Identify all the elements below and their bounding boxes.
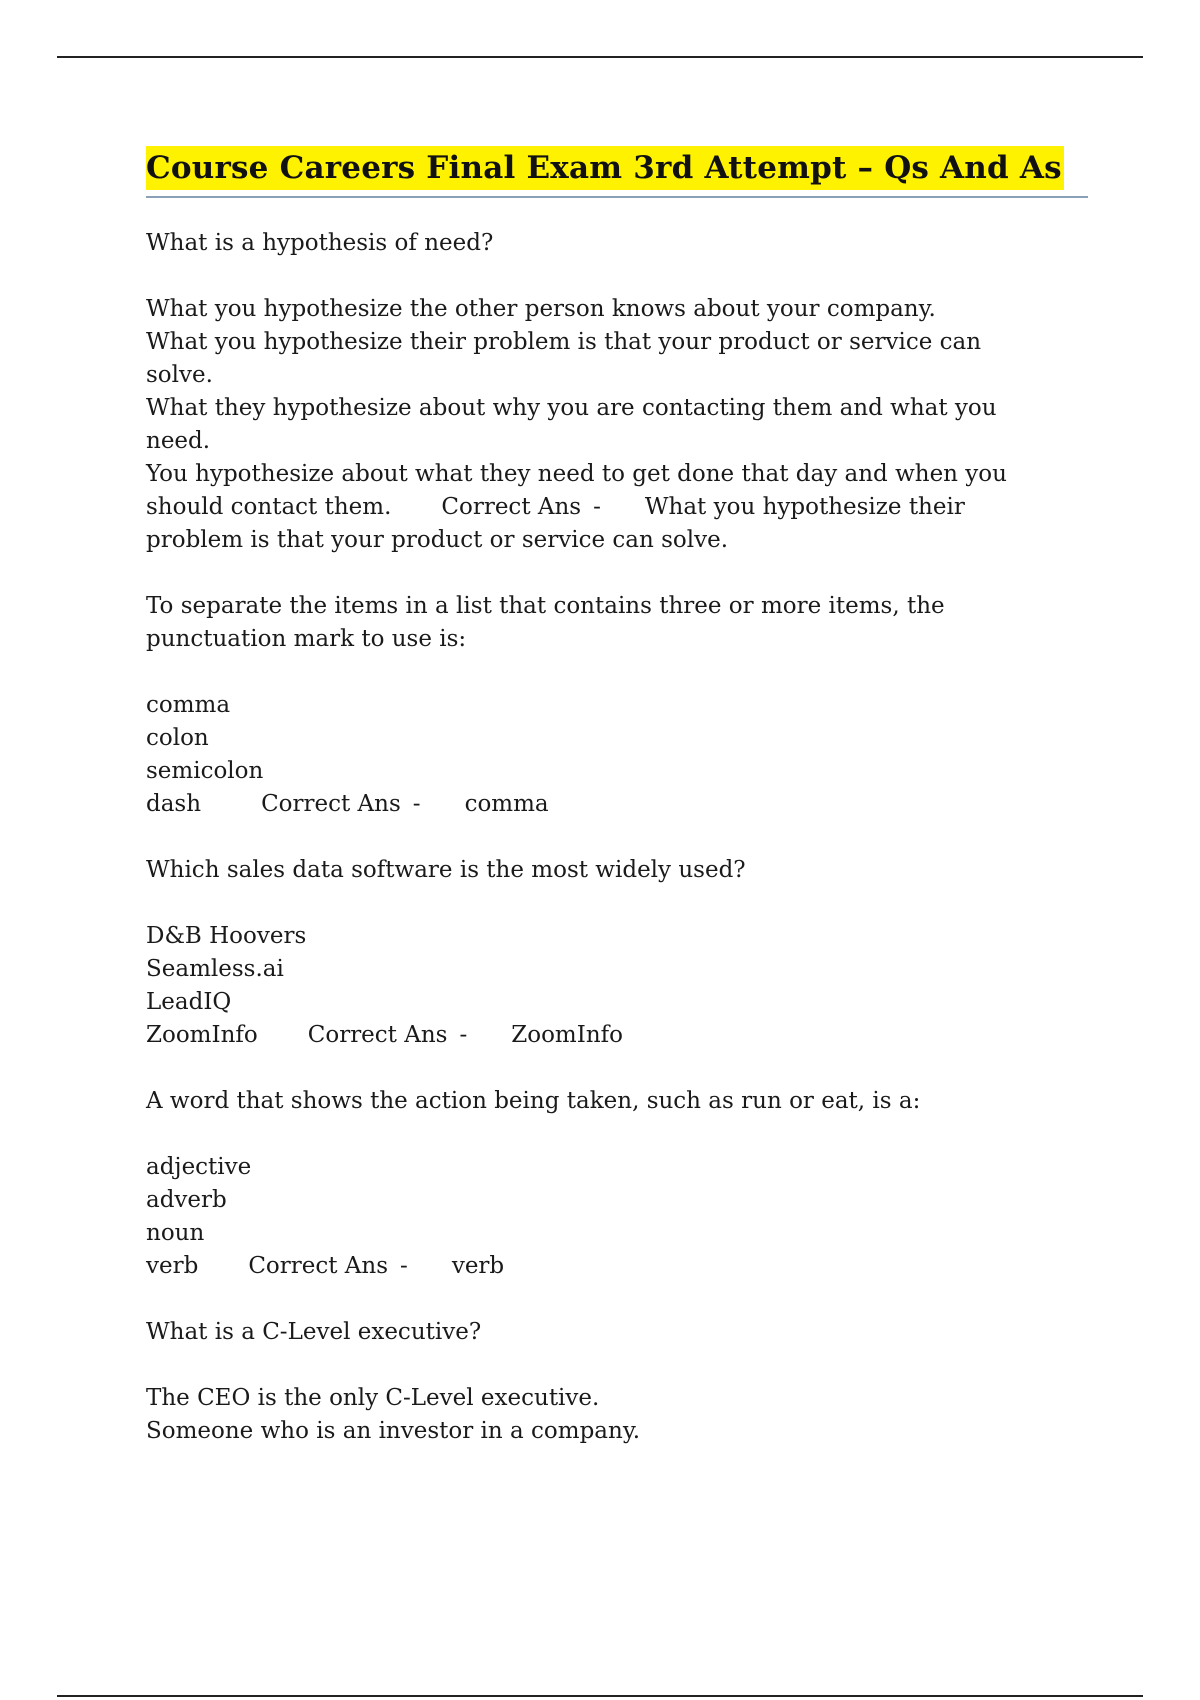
question-text: To separate the items in a list that contains three or more items, the bbox=[146, 593, 945, 619]
answer-line bbox=[146, 788, 1086, 821]
correct-answer-label: Correct Ans bbox=[261, 791, 401, 817]
correct-answer-value: comma bbox=[464, 791, 549, 817]
correct-answer-label: Correct Ans bbox=[441, 494, 582, 520]
option: dash bbox=[146, 791, 202, 817]
option: comma bbox=[146, 692, 231, 718]
option: ZoomInfo bbox=[146, 1022, 258, 1048]
option: colon bbox=[146, 725, 209, 751]
option: Seamless.ai bbox=[146, 956, 284, 982]
page-bottom-rule bbox=[57, 1695, 1143, 1697]
answer-dash: - bbox=[459, 1022, 468, 1048]
question-block-1 bbox=[146, 227, 1086, 557]
correct-answer-label: Correct Ans bbox=[248, 1253, 389, 1279]
option: The CEO is the only C-Level executive. bbox=[146, 1385, 600, 1411]
correct-answer-value-continued: problem is that your product or service can solve. bbox=[146, 527, 729, 553]
option: What you hypothesize the other person knows about your company. bbox=[146, 296, 936, 322]
question-text: A word that shows the action being taken, such as run or eat, is a: bbox=[146, 1088, 921, 1114]
page-top-rule bbox=[57, 56, 1143, 58]
answer-dash: - bbox=[400, 1253, 408, 1279]
title-underline bbox=[146, 196, 1088, 198]
answer-dash: - bbox=[593, 494, 601, 520]
question-block-2 bbox=[146, 590, 1086, 821]
option: semicolon bbox=[146, 758, 264, 784]
option: adverb bbox=[146, 1187, 227, 1213]
option: solve. bbox=[146, 362, 213, 388]
correct-answer-value: What you hypothesize their bbox=[644, 494, 965, 520]
option: need. bbox=[146, 428, 211, 454]
option: LeadIQ bbox=[146, 989, 232, 1015]
question-text: What is a hypothesis of need? bbox=[146, 230, 494, 256]
question-block-4 bbox=[146, 1085, 1086, 1283]
answer-line bbox=[146, 491, 1086, 524]
exam-body bbox=[146, 227, 1086, 1448]
option: D&B Hoovers bbox=[146, 923, 307, 949]
question-text-continued: punctuation mark to use is: bbox=[146, 626, 467, 652]
option: adjective bbox=[146, 1154, 252, 1180]
correct-answer-value: ZoomInfo bbox=[511, 1022, 623, 1048]
question-text: What is a C-Level executive? bbox=[146, 1319, 482, 1345]
option: Someone who is an investor in a company. bbox=[146, 1418, 641, 1444]
document-title: Course Careers Final Exam 3rd Attempt – Qs And As bbox=[146, 146, 1064, 190]
option: should contact them. bbox=[146, 494, 392, 520]
answer-dash: - bbox=[412, 791, 421, 817]
correct-answer-value: verb bbox=[451, 1253, 505, 1279]
option: verb bbox=[146, 1253, 199, 1279]
title-block bbox=[146, 146, 1088, 190]
question-block-3 bbox=[146, 854, 1086, 1052]
answer-line bbox=[146, 1250, 1086, 1283]
option: What you hypothesize their problem is that your product or service can bbox=[146, 329, 982, 355]
question-text: Which sales data software is the most widely used? bbox=[146, 857, 746, 883]
option: noun bbox=[146, 1220, 205, 1246]
answer-line bbox=[146, 1019, 1086, 1052]
correct-answer-label: Correct Ans bbox=[307, 1022, 448, 1048]
question-block-5 bbox=[146, 1316, 1086, 1448]
option: You hypothesize about what they need to get done that day and when you bbox=[146, 461, 1007, 487]
option: What they hypothesize about why you are contacting them and what you bbox=[146, 395, 997, 421]
